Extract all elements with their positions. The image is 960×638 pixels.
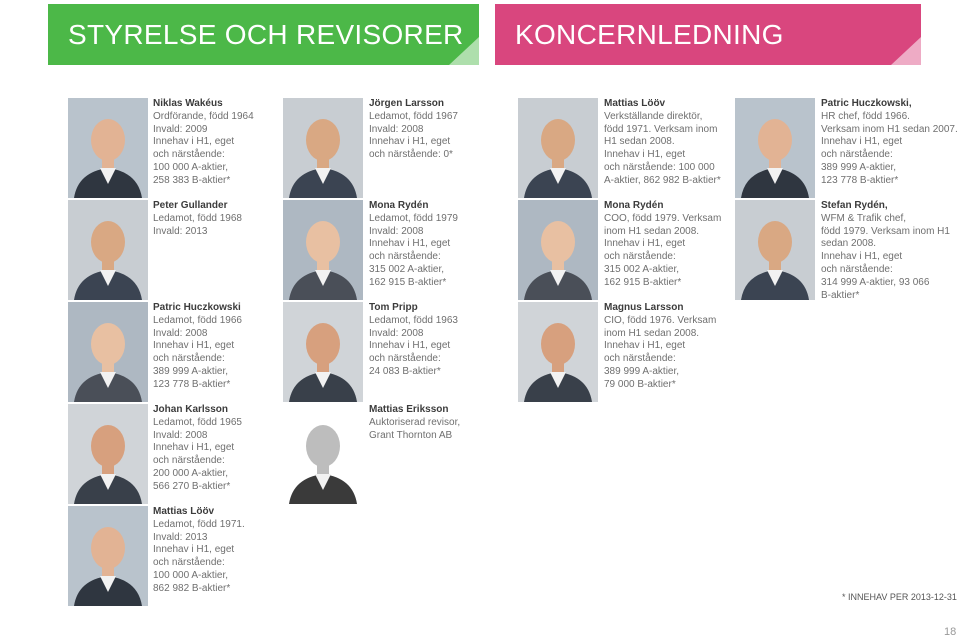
person-detail-line: 389 999 A-aktier, bbox=[604, 365, 680, 377]
person-silhouette-icon bbox=[68, 404, 148, 504]
person-detail-line: född 1971. Verksam inom bbox=[604, 123, 718, 135]
person-detail-line: HR chef, född 1966. bbox=[821, 110, 910, 122]
portrait-photo bbox=[283, 404, 363, 504]
person-detail-line: Ledamot, född 1979 bbox=[369, 212, 458, 224]
portrait-photo bbox=[68, 404, 148, 504]
person-detail-line: och närstående: 100 000 bbox=[604, 161, 715, 173]
person-detail-line: Innehav i H1, eget bbox=[369, 238, 451, 250]
person-detail-line: Innehav i H1, eget bbox=[821, 251, 903, 263]
person-silhouette-icon bbox=[68, 302, 148, 402]
person-detail-line: Innehav i H1, eget bbox=[153, 544, 235, 556]
person-detail-line: sedan 2008. bbox=[821, 238, 877, 250]
person-name: Mattias Lööv bbox=[604, 98, 666, 109]
person-detail-line: A-aktier, 862 982 B-aktier* bbox=[604, 174, 721, 186]
person-details bbox=[821, 111, 958, 188]
person-detail-line: 162 915 B-aktier* bbox=[604, 276, 682, 288]
portrait-photo bbox=[68, 506, 148, 606]
person-detail-line: inom H1 sedan 2008. bbox=[604, 225, 700, 237]
person-details bbox=[604, 111, 721, 188]
person-details bbox=[604, 213, 721, 290]
person-detail-line: 24 083 B-aktier* bbox=[369, 365, 441, 377]
page-number: 18 bbox=[944, 626, 957, 638]
person-detail-line: 100 000 A-aktier, bbox=[153, 569, 229, 581]
person-details bbox=[153, 417, 242, 494]
person-details bbox=[369, 213, 458, 290]
person-card bbox=[369, 302, 458, 379]
person-name: Mona Rydén bbox=[369, 200, 429, 211]
person-detail-line: CIO, född 1976. Verksam bbox=[604, 314, 717, 326]
person-details bbox=[604, 315, 716, 392]
person-detail-line: Innehav i H1, eget bbox=[604, 149, 686, 161]
person-detail-line: 258 383 B-aktier* bbox=[153, 174, 231, 186]
person-card bbox=[153, 98, 254, 188]
holdings-footnote: * INNEHAV PER 2013-12-31 bbox=[842, 592, 957, 602]
person-detail-line: Invald: 2013 bbox=[153, 531, 208, 543]
person-silhouette-icon bbox=[735, 200, 815, 300]
portrait-photo bbox=[518, 98, 598, 198]
person-name: Johan Karlsson bbox=[153, 404, 229, 415]
person-detail-line: och närstående: bbox=[153, 149, 225, 161]
person-silhouette-icon bbox=[735, 98, 815, 198]
person-detail-line: 314 999 A-aktier, 93 066 bbox=[821, 276, 930, 288]
person-detail-line: 162 915 B-aktier* bbox=[369, 276, 447, 288]
portrait-photo bbox=[283, 302, 363, 402]
person-card bbox=[604, 302, 716, 392]
person-name: Peter Gullander bbox=[153, 200, 228, 211]
person-details bbox=[821, 213, 950, 303]
person-detail-line: och närstående: 0* bbox=[369, 149, 453, 161]
person-detail-line: Innehav i H1, eget bbox=[153, 340, 235, 352]
person-detail-line: 315 002 A-aktier, bbox=[369, 263, 445, 275]
person-name: Stefan Rydén, bbox=[821, 200, 888, 211]
person-detail-line: Innehav i H1, eget bbox=[604, 238, 686, 250]
person-card bbox=[821, 98, 958, 188]
person-detail-line: Innehav i H1, eget bbox=[153, 136, 235, 148]
person-silhouette-icon bbox=[518, 302, 598, 402]
person-detail-line: Invald: 2008 bbox=[369, 123, 424, 135]
section-heading-management-text: KONCERNLEDNING bbox=[515, 19, 784, 50]
person-card bbox=[369, 98, 458, 162]
person-detail-line: 315 002 A-aktier, bbox=[604, 263, 680, 275]
person-detail-line: Ledamot, född 1971. bbox=[153, 518, 245, 530]
person-name: Mattias Eriksson bbox=[369, 404, 449, 415]
person-detail-line: 123 778 B-aktier* bbox=[153, 378, 231, 390]
person-detail-line: COO, född 1979. Verksam bbox=[604, 212, 722, 224]
person-detail-line: 200 000 A-aktier, bbox=[153, 467, 229, 479]
person-detail-line: Innehav i H1, eget bbox=[153, 442, 235, 454]
person-detail-line: Innehav i H1, eget bbox=[604, 340, 686, 352]
person-detail-line: 566 270 B-aktier* bbox=[153, 480, 231, 492]
person-silhouette-icon bbox=[283, 200, 363, 300]
person-silhouette-icon bbox=[283, 302, 363, 402]
person-detail-line: Verksam inom H1 sedan 2007. bbox=[821, 123, 958, 135]
person-detail-line: H1 sedan 2008. bbox=[604, 136, 675, 148]
person-name: Patric Huczkowski bbox=[153, 302, 241, 313]
person-detail-line: Ledamot, född 1965 bbox=[153, 416, 242, 428]
portrait-photo bbox=[735, 200, 815, 300]
person-card bbox=[369, 404, 460, 442]
person-detail-line: Invald: 2008 bbox=[369, 327, 424, 339]
person-silhouette-icon bbox=[518, 98, 598, 198]
person-detail-line: och närstående: bbox=[153, 557, 225, 569]
person-detail-line: Innehav i H1, eget bbox=[821, 136, 903, 148]
portrait-photo bbox=[68, 302, 148, 402]
person-name: Tom Pripp bbox=[369, 302, 418, 313]
person-card bbox=[821, 200, 950, 302]
person-name: Niklas Wakéus bbox=[153, 98, 223, 109]
portrait-photo bbox=[735, 98, 815, 198]
person-detail-line: och närstående: bbox=[821, 149, 893, 161]
person-card bbox=[604, 200, 721, 290]
portrait-photo bbox=[283, 98, 363, 198]
section-heading-board bbox=[48, 4, 479, 65]
person-detail-line: Ledamot, född 1963 bbox=[369, 314, 458, 326]
portrait-photo bbox=[518, 200, 598, 300]
section-heading-board-text: STYRELSE OCH REVISORER bbox=[68, 19, 464, 50]
person-detail-line: 79 000 B-aktier* bbox=[604, 378, 676, 390]
corner-accent bbox=[449, 37, 479, 65]
corner-accent bbox=[891, 37, 921, 65]
person-detail-line: Invald: 2008 bbox=[153, 327, 208, 339]
person-detail-line: WFM & Trafik chef, bbox=[821, 212, 907, 224]
section-heading-management bbox=[495, 4, 921, 65]
portrait-photo bbox=[68, 98, 148, 198]
person-card bbox=[153, 302, 242, 392]
person-name: Patric Huczkowski, bbox=[821, 98, 912, 109]
person-detail-line: Invald: 2009 bbox=[153, 123, 208, 135]
person-detail-line: 862 982 B-aktier* bbox=[153, 582, 231, 594]
portrait-photo bbox=[68, 200, 148, 300]
person-detail-line: och närstående: bbox=[604, 353, 676, 365]
person-detail-line: Invald: 2008 bbox=[369, 225, 424, 237]
person-detail-line: 123 778 B-aktier* bbox=[821, 174, 899, 186]
person-detail-line: Grant Thornton AB bbox=[369, 429, 453, 441]
portrait-photo bbox=[283, 200, 363, 300]
person-detail-line: Ordförande, född 1964 bbox=[153, 110, 254, 122]
person-detail-line: och närstående: bbox=[153, 353, 225, 365]
person-card bbox=[153, 404, 242, 494]
person-name: Magnus Larsson bbox=[604, 302, 684, 313]
person-detail-line: och närstående: bbox=[369, 251, 441, 263]
portrait-photo bbox=[518, 302, 598, 402]
person-silhouette-icon bbox=[518, 200, 598, 300]
person-detail-line: Invald: 2013 bbox=[153, 225, 208, 237]
person-name: Jörgen Larsson bbox=[369, 98, 445, 109]
person-details bbox=[153, 315, 242, 392]
person-detail-line: 100 000 A-aktier, bbox=[153, 161, 229, 173]
person-card bbox=[604, 98, 721, 188]
person-details bbox=[369, 111, 458, 162]
person-details bbox=[153, 213, 242, 239]
person-detail-line: och närstående: bbox=[821, 263, 893, 275]
person-details bbox=[153, 519, 245, 596]
person-card bbox=[369, 200, 458, 290]
person-details bbox=[369, 417, 460, 443]
person-detail-line: Verkställande direktör, bbox=[604, 110, 703, 122]
person-silhouette-icon bbox=[283, 98, 363, 198]
person-silhouette-icon bbox=[283, 404, 363, 504]
person-silhouette-icon bbox=[68, 200, 148, 300]
person-detail-line: född 1979. Verksam inom H1 bbox=[821, 225, 950, 237]
person-detail-line: B-aktier* bbox=[821, 289, 860, 301]
person-detail-line: och närstående: bbox=[369, 353, 441, 365]
person-detail-line: Auktoriserad revisor, bbox=[369, 416, 461, 428]
person-card bbox=[153, 200, 242, 238]
person-detail-line: Ledamot, född 1968 bbox=[153, 212, 242, 224]
person-detail-line: Invald: 2008 bbox=[153, 429, 208, 441]
person-detail-line: Ledamot, född 1966 bbox=[153, 314, 242, 326]
person-detail-line: Ledamot, född 1967 bbox=[369, 110, 458, 122]
person-detail-line: inom H1 sedan 2008. bbox=[604, 327, 700, 339]
person-detail-line: Innehav i H1, eget bbox=[369, 136, 451, 148]
person-silhouette-icon bbox=[68, 98, 148, 198]
person-detail-line: 389 999 A-aktier, bbox=[821, 161, 897, 173]
person-card bbox=[153, 506, 245, 596]
person-detail-line: och närstående: bbox=[604, 251, 676, 263]
person-name: Mattias Lööv bbox=[153, 506, 215, 517]
person-details bbox=[369, 315, 458, 379]
person-detail-line: 389 999 A-aktier, bbox=[153, 365, 229, 377]
person-name: Mona Rydén bbox=[604, 200, 664, 211]
person-detail-line: Innehav i H1, eget bbox=[369, 340, 451, 352]
person-silhouette-icon bbox=[68, 506, 148, 606]
person-details bbox=[153, 111, 254, 188]
person-detail-line: och närstående: bbox=[153, 455, 225, 467]
